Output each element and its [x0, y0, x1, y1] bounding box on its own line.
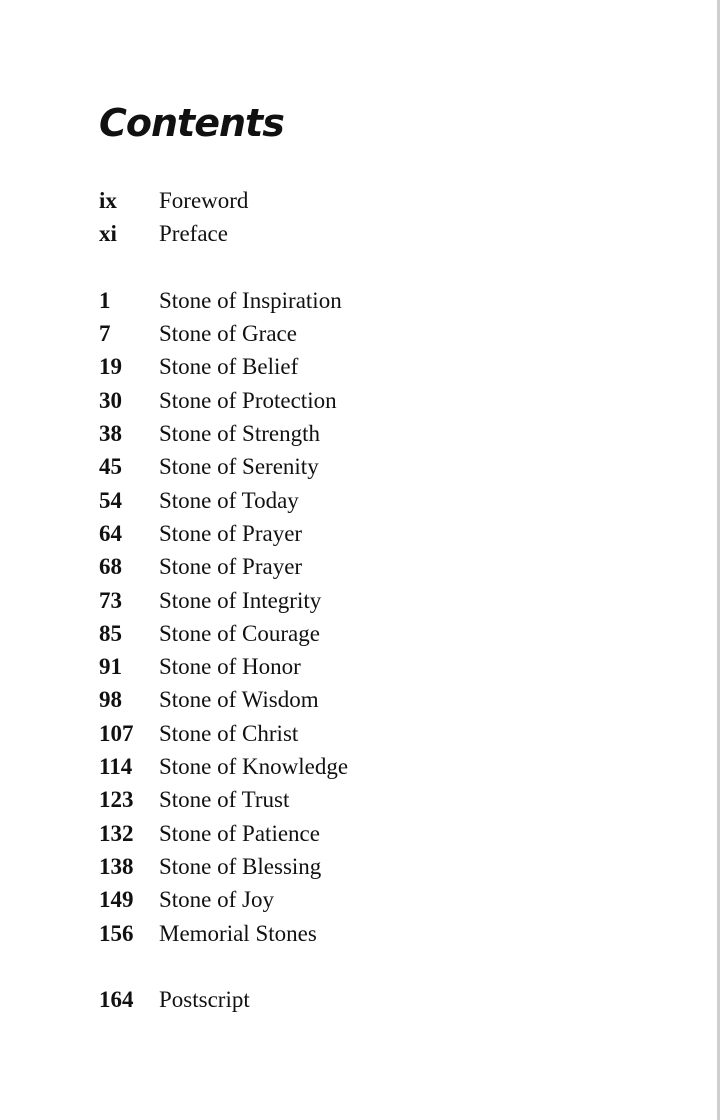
toc-page-number: 73: [99, 587, 122, 613]
toc-page-number: 156: [99, 920, 134, 946]
toc-page-number: 164: [99, 987, 134, 1013]
toc-entry-title: Stone of Belief: [159, 354, 299, 380]
toc-page-number: 68: [99, 554, 122, 580]
toc-entry-title: Stone of Integrity: [159, 587, 322, 613]
toc-entry-title: Stone of Wisdom: [159, 687, 319, 713]
toc-entry-title: Preface: [159, 221, 228, 247]
toc-page-number: 98: [99, 687, 122, 713]
toc-page-number: ix: [99, 188, 117, 213]
section-spacer: [99, 950, 348, 983]
toc-entry-chapter: [99, 484, 348, 517]
toc-entry-title: Stone of Today: [159, 487, 299, 513]
toc-page-number: 38: [99, 421, 122, 447]
toc-entry-chapter: [99, 750, 348, 783]
toc-entry-chapter: [99, 450, 348, 483]
toc-entry-title: Stone of Grace: [159, 321, 297, 347]
toc-page-number: 107: [99, 720, 134, 746]
toc-entry-chapter: [99, 917, 348, 950]
toc-page-number: 19: [99, 354, 122, 380]
toc-page-number: 85: [99, 620, 122, 646]
toc-page-number: 91: [99, 654, 122, 680]
toc-entry-chapter: [99, 783, 348, 816]
toc-entry-chapter: [99, 384, 348, 417]
toc-entry-title: Stone of Trust: [159, 787, 290, 813]
toc-entry-title: Memorial Stones: [159, 920, 317, 946]
toc-entry-chapter: [99, 683, 348, 716]
toc-entry-chapter: [99, 650, 348, 683]
toc-entry-chapter: [99, 717, 348, 750]
toc-entry-title: Foreword: [159, 188, 249, 213]
toc-entry-front-matter: [99, 217, 348, 250]
toc-entry-chapter: [99, 284, 348, 317]
toc-entry-chapter: [99, 350, 348, 383]
toc-page-number: 123: [99, 787, 134, 813]
toc-entry-chapter: [99, 817, 348, 850]
toc-page-number: 30: [99, 387, 122, 413]
toc-entry-title: Stone of Blessing: [159, 853, 322, 879]
toc-entry-chapter: [99, 550, 348, 583]
toc-entry-chapter: [99, 417, 348, 450]
toc-entry-title: Stone of Patience: [159, 820, 320, 846]
toc-page-number: 132: [99, 820, 134, 846]
toc-page-number: 114: [99, 754, 133, 780]
toc-entry-chapter: [99, 617, 348, 650]
toc-page-number: xi: [99, 221, 117, 247]
toc-page-number: 45: [99, 454, 122, 480]
toc-entry-title: Stone of Inspiration: [159, 287, 342, 313]
toc-entry-title: Stone of Knowledge: [159, 754, 349, 780]
toc-page-number: 64: [99, 520, 122, 546]
toc-page-number: 149: [99, 887, 134, 913]
section-spacer: [99, 251, 348, 284]
toc-entry-title: Stone of Honor: [159, 654, 301, 680]
toc-entry-front-matter: [99, 184, 348, 217]
toc-entry-chapter: [99, 850, 348, 883]
toc-entry-title: Stone of Christ: [159, 720, 299, 746]
table-of-contents: [99, 184, 348, 1016]
toc-entry-chapter: [99, 517, 348, 550]
toc-entry-title: Postscript: [159, 987, 250, 1013]
toc-entry-title: Stone of Prayer: [159, 520, 303, 546]
page-title: Contents: [99, 101, 284, 145]
toc-page-number: 1: [99, 287, 111, 313]
toc-page-number: 138: [99, 853, 134, 879]
toc-entry-back-matter: [99, 983, 348, 1016]
toc-page-number: 54: [99, 487, 122, 513]
toc-entry-title: Stone of Serenity: [159, 454, 319, 480]
toc-entry-title: Stone of Protection: [159, 387, 337, 413]
toc-entry-title: Stone of Prayer: [159, 554, 303, 580]
toc-entry-chapter: [99, 883, 348, 916]
toc-entry-chapter: [99, 317, 348, 350]
toc-page-number: 7: [99, 321, 111, 347]
toc-entry-title: Stone of Courage: [159, 620, 320, 646]
toc-entry-title: Stone of Strength: [159, 421, 320, 447]
toc-entry-chapter: [99, 584, 348, 617]
toc-entry-title: Stone of Joy: [159, 887, 274, 913]
